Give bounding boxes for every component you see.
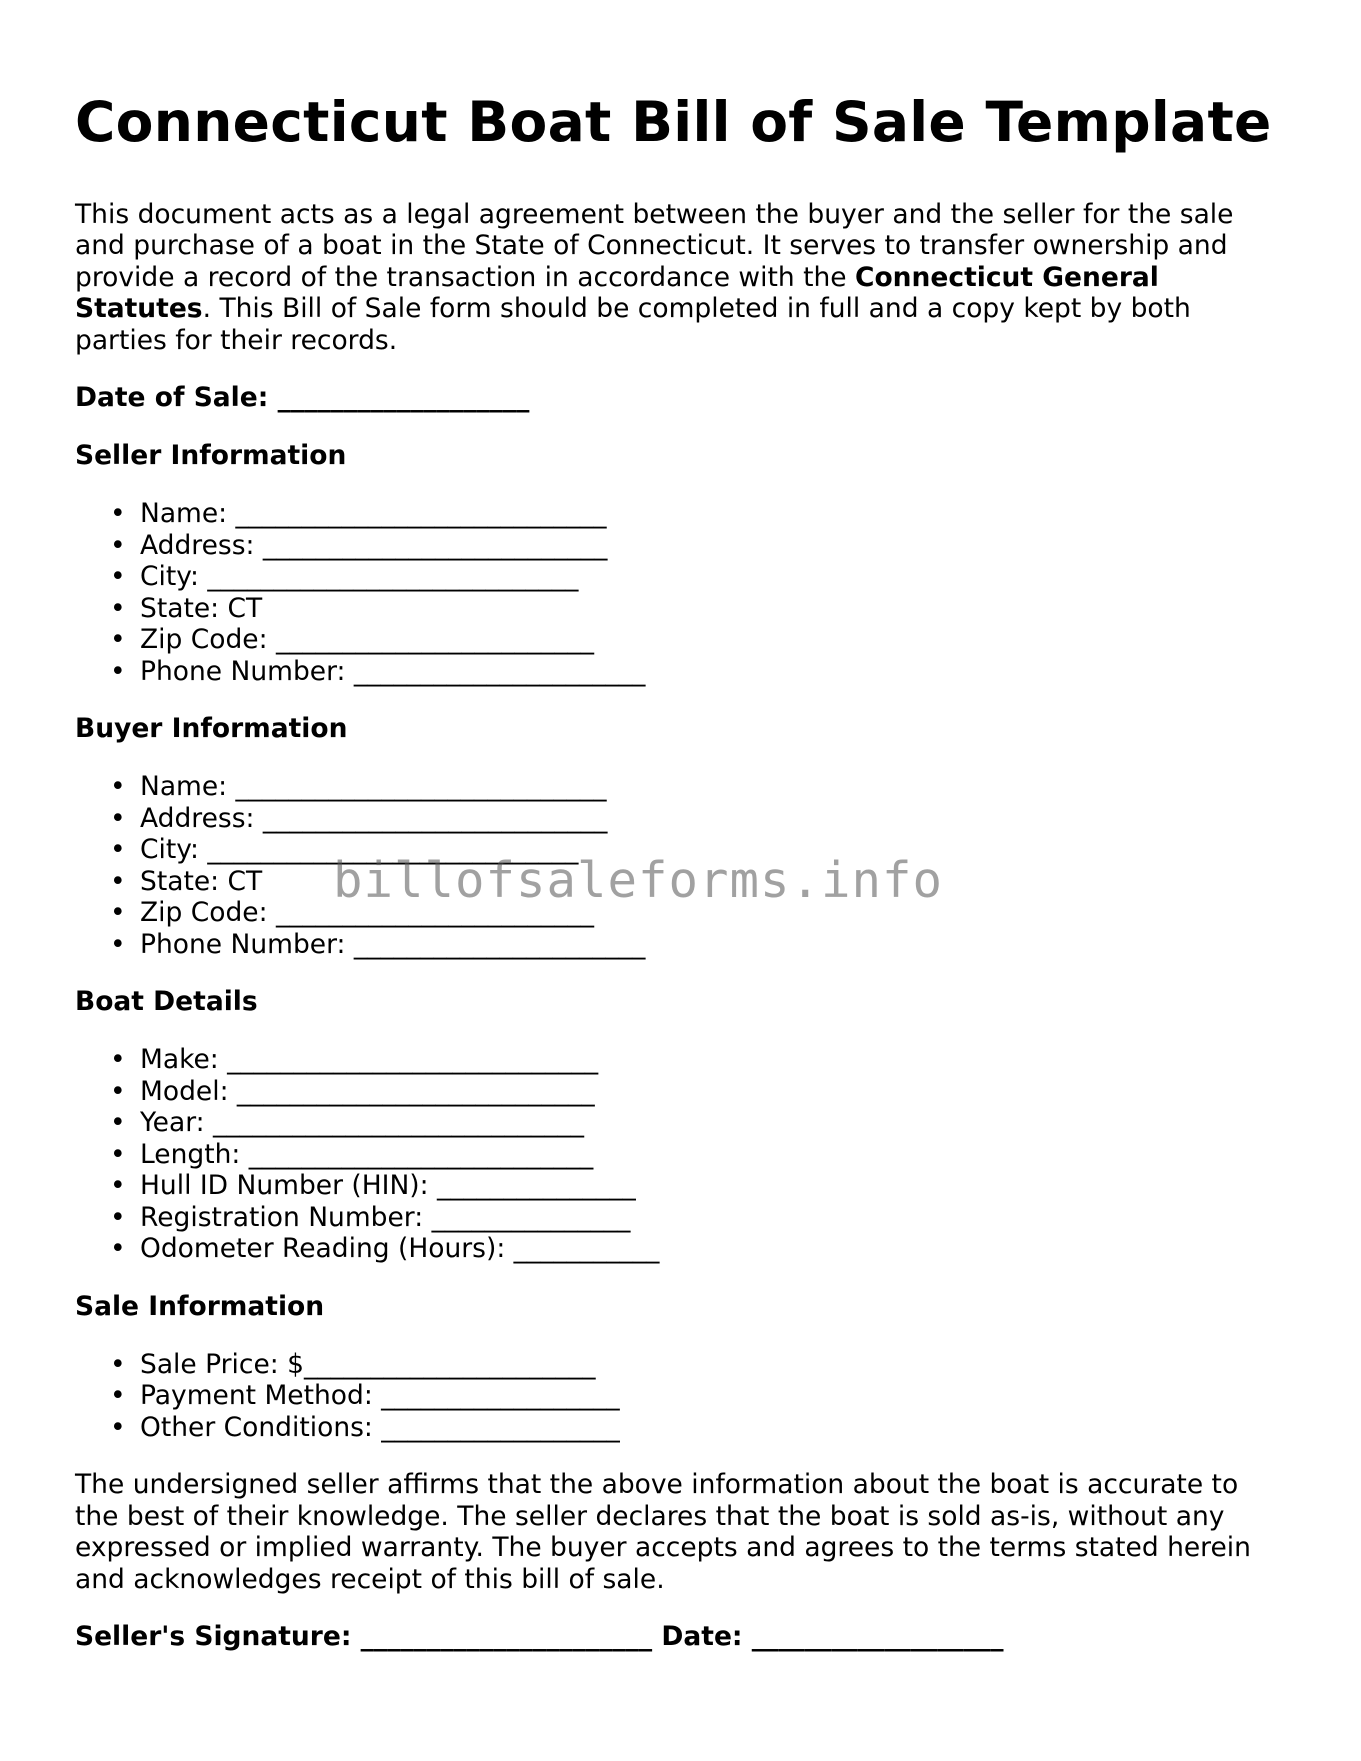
buyer-heading: Buyer Information bbox=[75, 713, 348, 745]
buyer-address-field[interactable]: • Address: __________________________ bbox=[140, 803, 1290, 835]
seller-state-field: • State: CT bbox=[140, 593, 1290, 625]
buyer-name-field[interactable]: • Name: ____________________________ bbox=[140, 771, 1290, 803]
boat-registration-field[interactable]: • Registration Number: _______________ bbox=[140, 1202, 1290, 1234]
intro-bold-statutes: Connecticut General Statutes bbox=[75, 261, 1159, 325]
boat-hin-field[interactable]: • Hull ID Number (HIN): _______________ bbox=[140, 1170, 1290, 1202]
date-of-sale-label: Date of Sale: bbox=[75, 382, 278, 414]
boat-make-field[interactable]: • Make: ____________________________ bbox=[140, 1044, 1290, 1076]
watermark-text: billofsaleforms.info bbox=[333, 852, 944, 909]
closing-paragraph: The undersigned seller affirms that the above information about the boat is accurate to the best of their knowledge. The seller declares that the boat is sold as-is, without any expressed or implied warranty. The buyer accepts and agrees to the terms stated herein and acknowledges receipt of this bill of sale. bbox=[75, 1469, 1251, 1595]
seller-signature-field[interactable]: ______________________ bbox=[360, 1621, 653, 1653]
intro-text-1: This document acts as a legal agreement between the buyer and the seller for the sale and purchase of a boat in the State of Connecticut. It serves to transfer ownership and provide a record of the transaction in accordance with the bbox=[75, 198, 1234, 293]
signature-date-label: Date: bbox=[652, 1621, 752, 1653]
boat-year-field[interactable]: • Year: ____________________________ bbox=[140, 1107, 1290, 1139]
date-of-sale-field[interactable]: ___________________ bbox=[277, 382, 530, 414]
date-of-sale-line bbox=[75, 382, 1290, 414]
intro-paragraph bbox=[75, 199, 1290, 357]
seller-address-field[interactable]: • Address: __________________________ bbox=[140, 530, 1290, 562]
boat-length-field[interactable]: • Length: __________________________ bbox=[140, 1139, 1290, 1171]
buyer-zip-field[interactable]: • Zip Code: ________________________ bbox=[140, 897, 1290, 929]
buyer-phone-field[interactable]: • Phone Number: ______________________ bbox=[140, 929, 1290, 961]
boat-odometer-field[interactable]: • Odometer Reading (Hours): ___________ bbox=[140, 1233, 1290, 1265]
boat-model-field[interactable]: • Model: ___________________________ bbox=[140, 1076, 1290, 1108]
payment-method-field[interactable]: • Payment Method: __________________ bbox=[140, 1380, 1290, 1412]
sale-heading: Sale Information bbox=[75, 1290, 325, 1322]
buyer-city-field[interactable]: • City: ____________________________ bbox=[140, 834, 1290, 866]
sale-price-field[interactable]: • Sale Price: $______________________ bbox=[140, 1349, 1290, 1381]
other-conditions-field[interactable]: • Other Conditions: __________________ bbox=[140, 1412, 1290, 1444]
sale-list bbox=[75, 1349, 1290, 1444]
signature-date-field[interactable]: ___________________ bbox=[751, 1621, 1004, 1653]
seller-zip-field[interactable]: • Zip Code: ________________________ bbox=[140, 624, 1290, 656]
seller-name-field[interactable]: • Name: ____________________________ bbox=[140, 498, 1290, 530]
seller-heading: Seller Information bbox=[75, 440, 347, 472]
boat-list bbox=[75, 1044, 1290, 1265]
document-title: Connecticut Boat Bill of Sale Template bbox=[75, 90, 1272, 154]
boat-heading: Boat Details bbox=[75, 986, 258, 1018]
buyer-state-field: • State: CT bbox=[140, 866, 1290, 898]
seller-signature-label: Seller's Signature: bbox=[75, 1621, 361, 1653]
seller-phone-field[interactable]: • Phone Number: ______________________ bbox=[140, 656, 1290, 688]
signature-line bbox=[75, 1621, 1290, 1653]
seller-list bbox=[75, 498, 1290, 687]
seller-city-field[interactable]: • City: ____________________________ bbox=[140, 561, 1290, 593]
intro-text-2: . This Bill of Sale form should be completed in full and a copy kept by both parties for their records. bbox=[75, 293, 1191, 356]
